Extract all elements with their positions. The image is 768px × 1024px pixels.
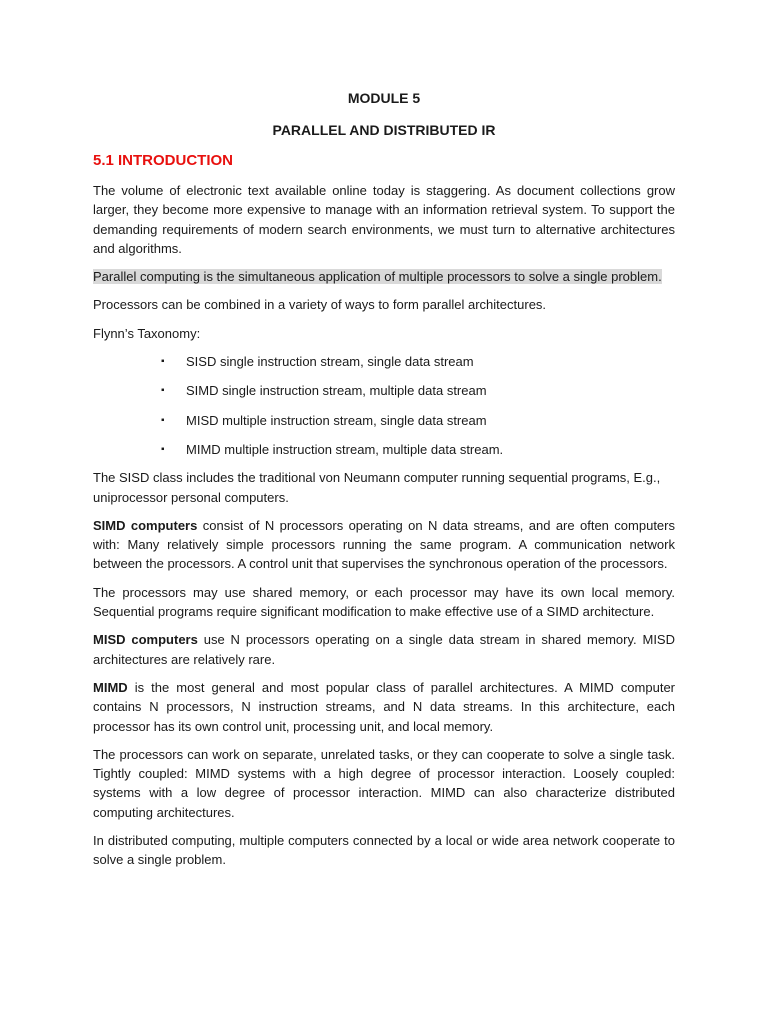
bullet-icon: ▪ xyxy=(161,443,165,455)
misd-paragraph xyxy=(93,630,675,669)
bullet-icon: ▪ xyxy=(161,356,165,368)
document-body xyxy=(93,88,675,879)
bullet-icon: ▪ xyxy=(161,414,165,426)
simd-paragraph xyxy=(93,516,675,574)
highlighted-text: Parallel computing is the simultaneous application of multiple processors to solve a single problem. xyxy=(93,269,662,285)
simd-term: SIMD computers xyxy=(93,517,198,533)
list-item xyxy=(93,381,675,400)
list-item xyxy=(93,352,675,371)
bullet-icon: ▪ xyxy=(161,385,165,397)
list-item-text: SISD single instruction stream, single data stream xyxy=(186,354,474,370)
mimd-paragraph xyxy=(93,678,675,736)
mimd-text: is the most general and most popular class of parallel architectures. A MIMD computer contains N processors, N instruction streams, and N data streams. In this architecture, each processor has its own control unit, processing unit, and local memory. xyxy=(93,679,675,734)
separate-tasks-paragraph: The processors can work on separate, unrelated tasks, or they can cooperate to solve a single task. Tightly coupled: MIMD systems with a high degree of processor interaction. Loosely coupled: systems with a low degree of processor interaction. MIMD can also characterize distributed computing architectures. xyxy=(93,746,675,820)
module-title: MODULE 5 xyxy=(347,90,421,106)
misd-term: MISD computers xyxy=(93,632,198,648)
list-item xyxy=(93,411,675,430)
mimd-term: MIMD xyxy=(93,679,128,695)
taxonomy-list xyxy=(93,352,675,459)
intro-paragraph: The volume of electronic text available online today is staggering. As document collections grow larger, they become more expensive to manage with an information retrieval system. To support the demanding requirements of modern search environments, we must turn to alternative architectures and algorithms. xyxy=(93,183,675,256)
distributed-paragraph: In distributed computing, multiple computers connected by a local or wide area network cooperate to solve a single problem. xyxy=(93,833,675,868)
simd-text: consist of N processors operating on N data streams, and are often computers with: Many relatively simple processors running the same program. A communication network between the processors. A control unit that supervises the synchronous operation of the processors. xyxy=(93,517,675,572)
list-item-text: SIMD single instruction stream, multiple data stream xyxy=(186,383,487,399)
list-item-text: MISD multiple instruction stream, single data stream xyxy=(186,412,487,428)
list-item-text: MIMD multiple instruction stream, multiple data stream. xyxy=(186,441,504,457)
parallel-definition-paragraph xyxy=(93,267,675,286)
list-item xyxy=(93,440,675,459)
section-heading: 5.1 INTRODUCTION xyxy=(93,152,234,169)
flynn-taxonomy-label: Flynn’s Taxonomy: xyxy=(93,325,201,341)
processors-combined-paragraph: Processors can be combined in a variety of ways to form parallel architectures. xyxy=(93,297,547,313)
sisd-class-paragraph: The SISD class includes the traditional von Neumann computer running sequential programs, E.g., uniprocessor personal computers. xyxy=(93,470,661,505)
shared-memory-paragraph: The processors may use shared memory, or each processor may have its own local memory. Sequential programs require significant modification to make effective use of a SIMD architecture. xyxy=(93,584,675,620)
module-subtitle: PARALLEL AND DISTRIBUTED IR xyxy=(272,122,496,138)
misd-text: use N processors operating on a single data stream in shared memory. MISD architectures are relatively rare. xyxy=(93,632,675,667)
